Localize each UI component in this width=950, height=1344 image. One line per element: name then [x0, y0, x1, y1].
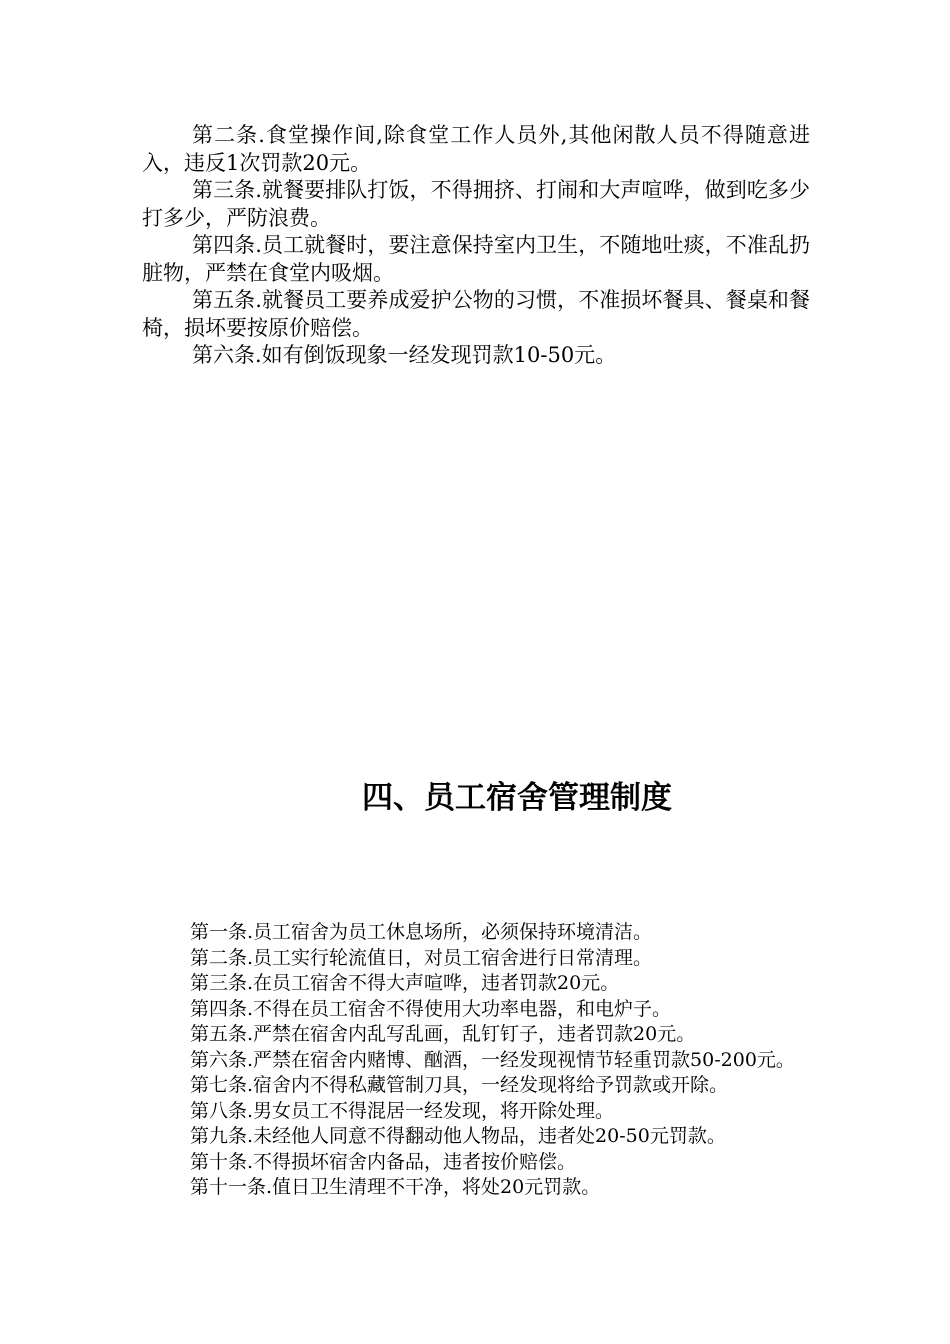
canteen-rule-5: 第五条.就餐员工要养成爱护公物的习惯，不准损坏餐具、餐桌和餐椅，损坏要按原价赔偿。 — [142, 288, 810, 340]
dormitory-rule-5: 第五条.严禁在宿舍内乱写乱画，乱钉钉子，违者罚款20元。 — [190, 1023, 696, 1045]
canteen-rule-6: 第六条.如有倒饭现象一经发现罚款10-50元。 — [192, 343, 617, 367]
dormitory-rule-9: 第九条.未经他人同意不得翻动他人物品，违者处20-50元罚款。 — [190, 1125, 726, 1147]
canteen-rule-4: 第四条.员工就餐时，要注意保持室内卫生，不随地吐痰，不准乱扔脏物，严禁在食堂内吸烟。 — [142, 233, 810, 285]
section-title: 四、员工宿舍管理制度 — [362, 780, 672, 816]
dormitory-rule-2: 第二条.员工实行轮流值日，对员工宿舍进行日常清理。 — [190, 946, 653, 969]
dormitory-rule-8: 第八条.男女员工不得混居一经发现，将开除处理。 — [190, 1099, 615, 1122]
dormitory-rule-3: 第三条.在员工宿舍不得大声喧哗，违者罚款20元。 — [190, 972, 620, 994]
dormitory-rule-7: 第七条.宿舍内不得私藏管制刀具，一经发现将给予罚款或开除。 — [190, 1074, 729, 1096]
dormitory-rules-list — [142, 920, 812, 1201]
dormitory-rule-11: 第十一条.值日卫生清理不干净，将处20元罚款。 — [190, 1176, 601, 1198]
dormitory-rule-6: 第六条.严禁在宿舍内赌博、酗酒，一经发现视情节轻重罚款50-200元。 — [190, 1048, 795, 1071]
dormitory-rule-4: 第四条.不得在员工宿舍不得使用大功率电器，和电炉子。 — [190, 997, 672, 1020]
canteen-rule-3: 第三条.就餐要排队打饭，不得拥挤、打闹和大声喧哗，做到吃多少打多少，严防浪费。 — [142, 178, 810, 230]
dormitory-rule-10: 第十条.不得损坏宿舍内备品，违者按价赔偿。 — [190, 1150, 577, 1173]
canteen-rule-2: 第二条.食堂操作间,除食堂工作人员外,其他闲散人员不得随意进入，违反1次罚款20元。 — [142, 123, 810, 175]
dormitory-rule-1: 第一条.员工宿舍为员工休息场所，必须保持环境清洁。 — [190, 921, 653, 943]
canteen-rules-list — [142, 122, 810, 370]
